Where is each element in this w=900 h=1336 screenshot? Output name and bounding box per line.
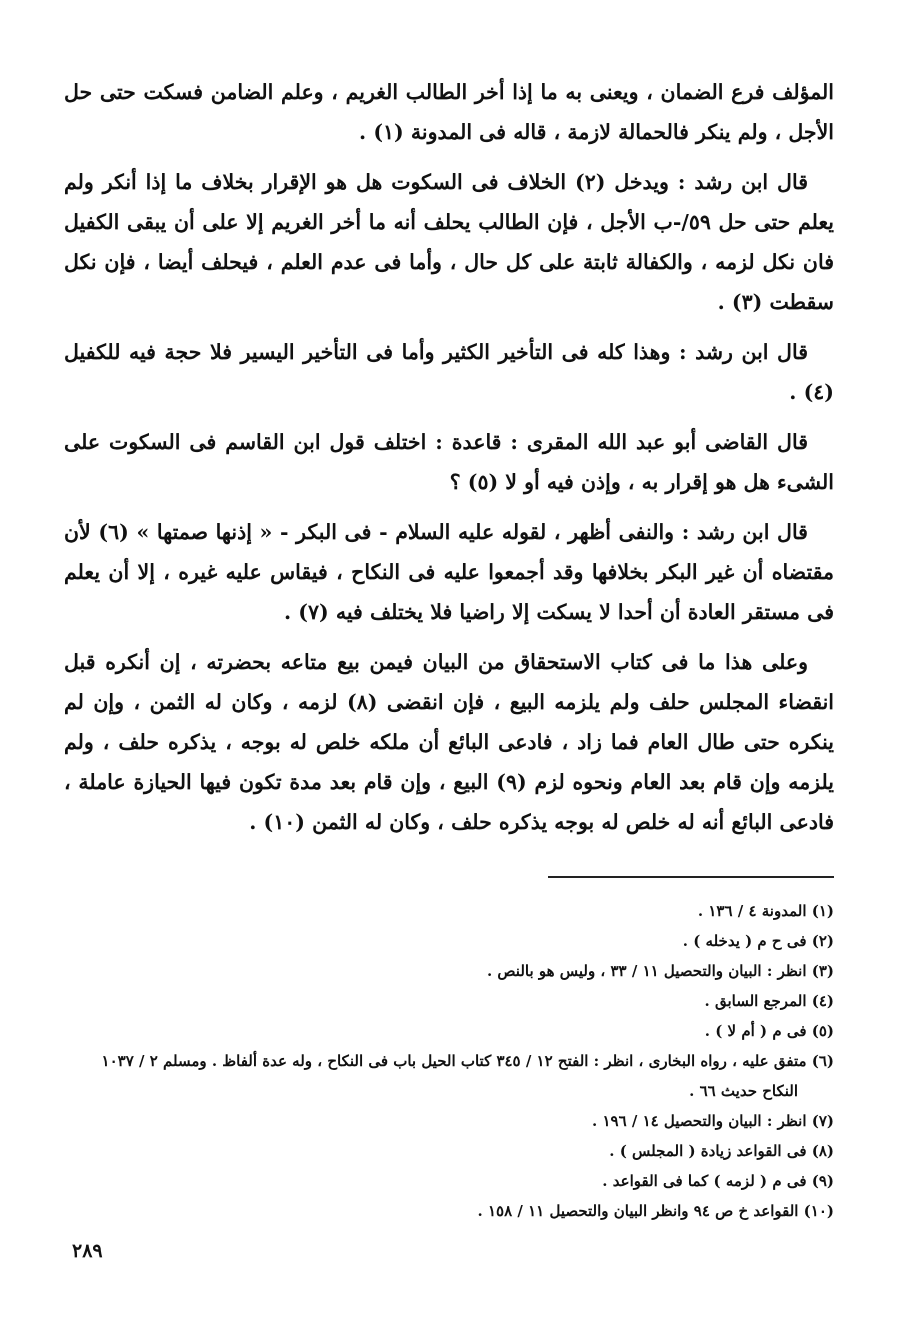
main-text: [64, 72, 834, 852]
paragraph-1: المؤلف فرع الضمان ، ويعنى به ما إذا أخر الطالب الغريم ، وعلم الضامن فسكت حتى حل الأجل ، ولم ينكر فالحمالة لازمة ، قاله فى المدونة (١) .: [64, 80, 834, 144]
footnote-1: (١) المدونة ٤ / ١٣٦ .: [697, 902, 834, 920]
paragraph-6: وعلى هذا ما فى كتاب الاستحقاق من البيان فيمن بيع متاعه بحضرته ، إن أنكره قبل انقضاء المجلس حلف ولم يلزمه البيع ، فإن انقضى (٨) لزمه ، وكان له الثمن ، وإن لم ينكره حتى طال العام فما زاد ، فادعى البائع أن ملكه خلص له بوجه ، يذكره حلف ، ولم يلزمه وإن قام بعد العام ونحوه لزم (٩) البيع ، وإن قام بعد مدة تكون فيها الحيازة عاملة ، فادعى البائع أنه له خلص له بوجه يذكره حلف ، وكان له الثمن (١٠) .: [64, 650, 834, 834]
footnote-2: (٢) فى ح م ( يدخله ) .: [682, 932, 834, 950]
paragraph-3: قال ابن رشد : وهذا كله فى التأخير الكثير وأما فى التأخير اليسير فلا حجة فيه للكفيل (٤) .: [64, 340, 834, 404]
footnote-3: (٣) انظر : البيان والتحصيل ١١ / ٣٣ ، وليس هو بالنص .: [486, 962, 834, 980]
footnote-7: (٧) انظر : البيان والتحصيل ١٤ / ١٩٦ .: [592, 1112, 834, 1130]
footnote-8: (٨) فى القواعد زيادة ( المجلس ) .: [609, 1142, 834, 1160]
footnote-5: (٥) فى م ( أم لا ) .: [704, 1022, 834, 1040]
footnote-9: (٩) فى م ( لزمه ) كما فى القواعد .: [602, 1172, 834, 1190]
footnote-4: (٤) المرجع السابق .: [704, 992, 834, 1010]
paragraph-2: قال ابن رشد : ويدخل (٢) الخلاف فى السكوت هل هو الإقرار بخلاف ما إذا أنكر ولم يعلم حتى حل ٥٩/-ب الأجل ، فإن الطالب يحلف أنه ما أخر الغريم إلا على أن يبقى الكفيل فان نكل لزمه ، والكفالة ثابتة على كل حال ، وأما فى عدم العلم ، فيحلف أيضا ، فإن نكل سقطت (٣) .: [64, 170, 834, 314]
paragraph-5: قال ابن رشد : والنفى أظهر ، لقوله عليه السلام - فى البكر - « إذنها صمتها » (٦) لأن مقتضاه أن غير البكر بخلافها وقد أجمعوا عليه فى النكاح ، فيقاس عليه غيره ، إلا أن يعلم فى مستقر العادة أن أحدا لا يسكت إلا راضيا فلا يختلف فيه (٧) .: [64, 520, 834, 624]
footnote-divider: [548, 876, 834, 878]
page-number: ٢٨٩: [72, 1240, 103, 1262]
footnote-6: (٦) متفق عليه ، رواه البخارى ، انظر : الفتح ١٢ / ٣٤٥ كتاب الحيل باب فى النكاح ، وله عدة ألفاظ . ومسلم ٢ / ١٠٣٧ النكاح حديث ٦٦ .: [101, 1052, 834, 1100]
footnote-10: (١٠) القواعد خ ص ٩٤ وانظر البيان والتحصيل ١١ / ١٥٨ .: [477, 1202, 834, 1220]
paragraph-4: قال القاضى أبو عبد الله المقرى : قاعدة : اختلف قول ابن القاسم فى السكوت على الشىء هل هو إقرار به ، وإذن فيه أو لا (٥) ؟: [64, 430, 834, 494]
footnotes: [64, 896, 834, 1226]
